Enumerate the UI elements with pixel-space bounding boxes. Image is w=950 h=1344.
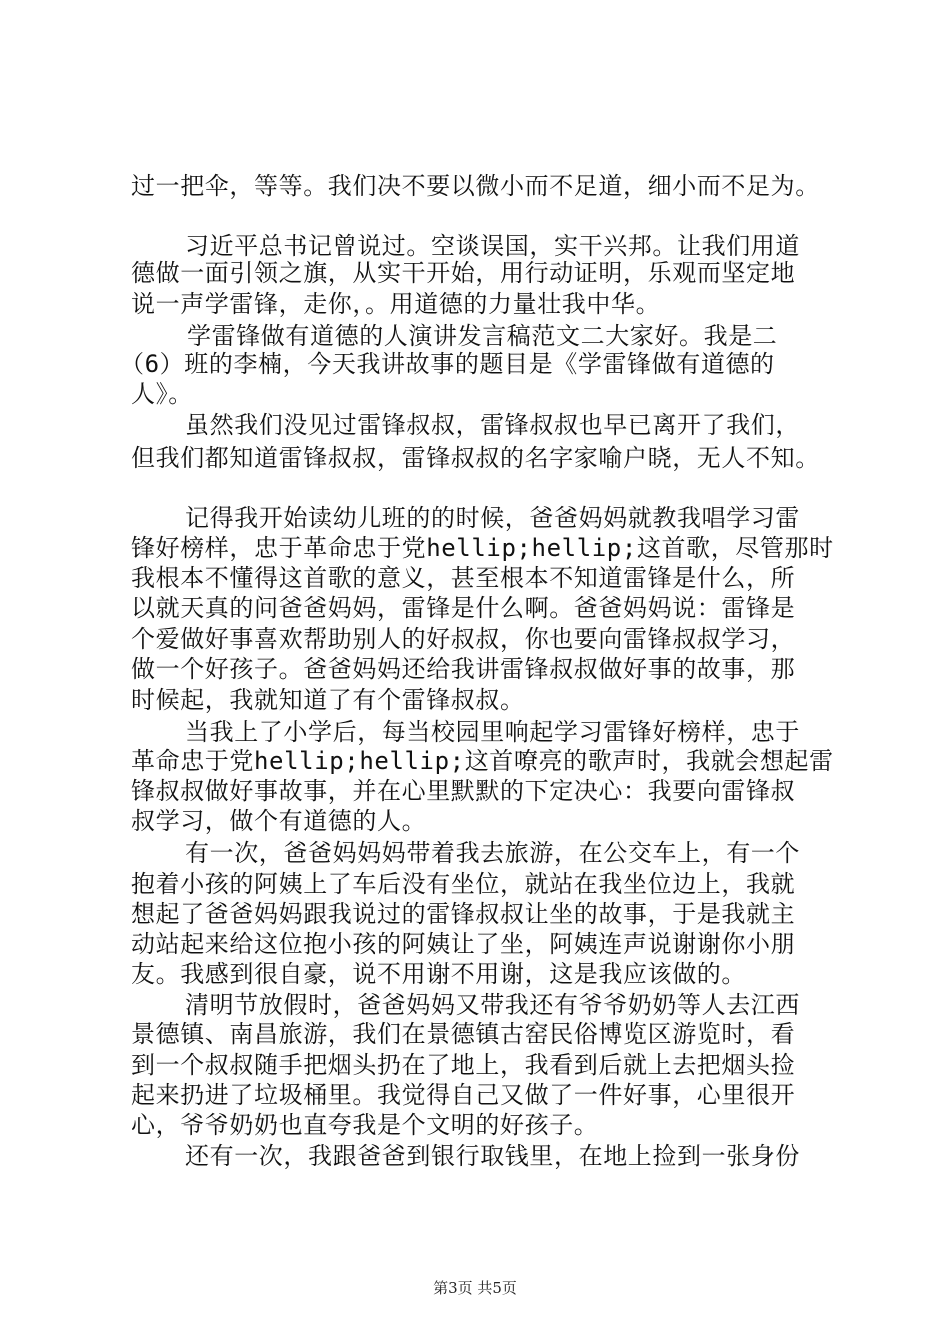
text-line: 想起了爸爸妈妈跟我说过的雷锋叔叔让坐的故事，于是我就主 [131, 900, 796, 928]
text-line: （6）班的李楠，今天我讲故事的题目是《学雷锋做有道德的 [120, 350, 775, 378]
text-line: 当我上了小学后，每当校园里响起学习雷锋好榜样，忠于 [185, 718, 800, 746]
text-line: 到一个叔叔随手把烟头扔在了地上，我看到后就上去把烟头捡 [131, 1051, 796, 1079]
text-line: 做一个好孩子。爸爸妈妈还给我讲雷锋叔叔做好事的故事，那 [131, 655, 796, 683]
text-line: 个爱做好事喜欢帮助别人的好叔叔，你也要向雷锋叔叔学习， [131, 625, 796, 653]
text-line: 抱着小孩的阿姨上了车后没有坐位，就站在我坐位边上，我就 [131, 870, 796, 898]
text-line: 锋好榜样，忠于革命忠于党hellip;hellip;这首歌，尽管那时 [131, 534, 834, 562]
text-line: 锋叔叔做好事故事，并在心里默默的下定决心：我要向雷锋叔 [131, 777, 796, 805]
text-line: 过一把伞，等等。我们决不要以微小而不足道，细小而不足为。 [131, 172, 820, 200]
text-line: 起来扔进了垃圾桶里。我觉得自己又做了一件好事，心里很开 [131, 1081, 796, 1109]
text-line: 我根本不懂得这首歌的意义，甚至根本不知道雷锋是什么，所 [131, 564, 796, 592]
text-line: 叔学习，做个有道德的人。 [131, 807, 427, 835]
text-line: 景德镇、南昌旅游，我们在景德镇古窑民俗博览区游览时，看 [131, 1020, 796, 1048]
text-line: 革命忠于党hellip;hellip;这首嘹亮的歌声时，我就会想起雷 [131, 747, 834, 775]
text-line: 还有一次，我跟爸爸到银行取钱里，在地上捡到一张身份 [185, 1142, 800, 1170]
text-line: 说一声学雷锋，走你，。用道德的力量壮我中华。 [131, 290, 661, 318]
text-line: 动站起来给这位抱小孩的阿姨让了坐，阿姨连声说谢谢你小朋 [131, 930, 796, 958]
text-line: 人》。 [131, 380, 193, 408]
text-line: 但我们都知道雷锋叔叔，雷锋叔叔的名字家喻户晓，无人不知。 [131, 444, 820, 472]
page-footer: 第3页 共5页 [433, 1279, 517, 1297]
text-line: 时候起，我就知道了有个雷锋叔叔。 [131, 686, 525, 714]
text-line: 记得我开始读幼儿班的的时候，爸爸妈妈就教我唱学习雷 [185, 504, 800, 532]
text-line: 习近平总书记曾说过。空谈误国，实干兴邦。让我们用道 [185, 232, 800, 260]
text-line: 德做一面引领之旗，从实干开始，用行动证明，乐观而坚定地 [131, 259, 796, 287]
text-line: 清明节放假时，爸爸妈妈又带我还有爷爷奶奶等人去江西 [185, 991, 800, 1019]
text-line: 有一次，爸爸妈妈妈带着我去旅游，在公交车上，有一个 [185, 839, 800, 867]
text-line: 虽然我们没见过雷锋叔叔，雷锋叔叔也早已离开了我们， [185, 411, 800, 439]
text-line: 心，爷爷奶奶也直夸我是个文明的好孩子。 [131, 1111, 599, 1139]
text-line: 以就天真的问爸爸妈妈，雷锋是什么啊。爸爸妈妈说：雷锋是 [131, 594, 796, 622]
text-line: 友。我感到很自豪，说不用谢不用谢，这是我应该做的。 [131, 960, 746, 988]
text-line: 学雷锋做有道德的人演讲发言稿范文二大家好。我是二 [187, 322, 778, 350]
